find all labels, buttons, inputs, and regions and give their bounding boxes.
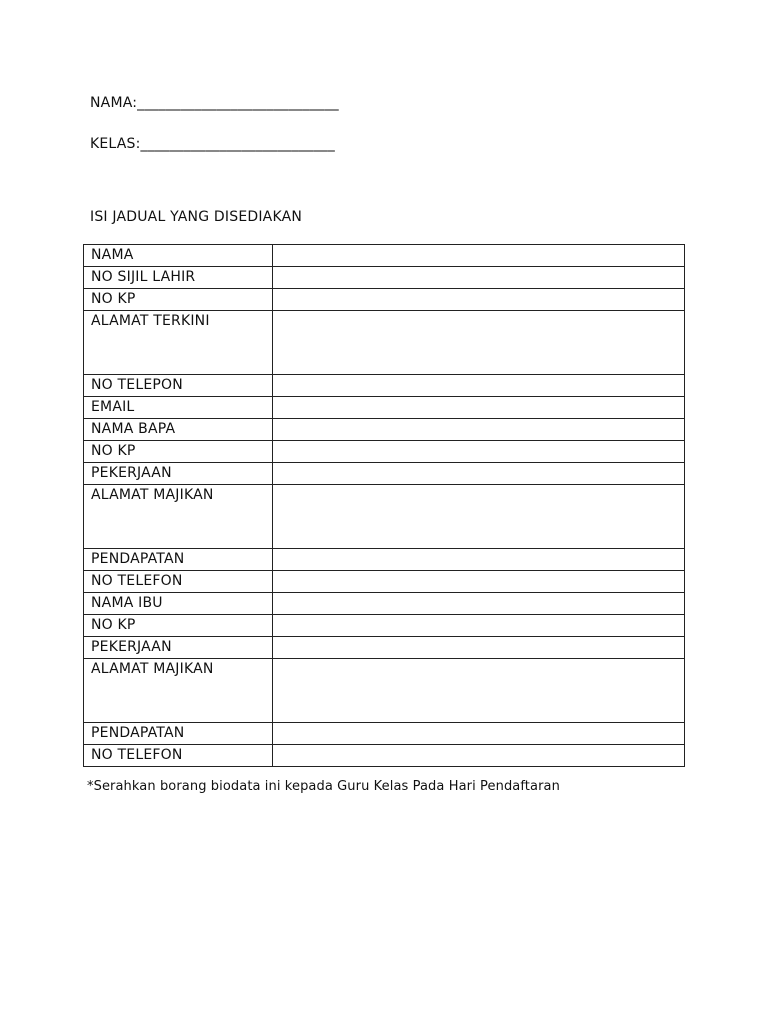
- row-value-field[interactable]: [273, 289, 685, 311]
- row-value-field[interactable]: [273, 659, 685, 723]
- table-row: [84, 637, 685, 659]
- row-label: PENDAPATAN: [84, 723, 273, 745]
- row-label: ALAMAT TERKINI: [84, 311, 273, 375]
- table-row: [84, 267, 685, 289]
- row-value-field[interactable]: [273, 463, 685, 485]
- row-label: NO TELEPON: [84, 375, 273, 397]
- row-value-field[interactable]: [273, 571, 685, 593]
- biodata-table-body: [84, 245, 685, 767]
- row-label: ALAMAT MAJIKAN: [84, 485, 273, 549]
- table-row: [84, 397, 685, 419]
- table-row: [84, 311, 685, 375]
- table-instruction: ISI JADUAL YANG DISEDIAKAN: [90, 209, 303, 225]
- row-value-field[interactable]: [273, 441, 685, 463]
- table-row: [84, 571, 685, 593]
- table-row: [84, 463, 685, 485]
- row-value-field[interactable]: [273, 637, 685, 659]
- biodata-table: [83, 244, 685, 767]
- row-label: EMAIL: [84, 397, 273, 419]
- row-value-field[interactable]: [273, 615, 685, 637]
- row-value-field[interactable]: [273, 375, 685, 397]
- row-value-field[interactable]: [273, 397, 685, 419]
- table-row: [84, 615, 685, 637]
- table-row: [84, 593, 685, 615]
- row-value-field[interactable]: [273, 245, 685, 267]
- row-label: NO KP: [84, 441, 273, 463]
- row-label: NO KP: [84, 289, 273, 311]
- row-label: NO TELEFON: [84, 745, 273, 767]
- row-label: NAMA BAPA: [84, 419, 273, 441]
- kelas-field-line: KELAS:___________________________: [90, 136, 335, 152]
- row-value-field[interactable]: [273, 419, 685, 441]
- row-label: PEKERJAAN: [84, 463, 273, 485]
- table-row: [84, 289, 685, 311]
- row-value-field[interactable]: [273, 745, 685, 767]
- table-row: [84, 245, 685, 267]
- table-row: [84, 723, 685, 745]
- nama-field-line: NAMA:____________________________: [90, 95, 339, 111]
- row-label: NAMA IBU: [84, 593, 273, 615]
- table-row: [84, 441, 685, 463]
- footnote: *Serahkan borang biodata ini kepada Guru Kelas Pada Hari Pendaftaran: [87, 779, 560, 794]
- row-label: NO KP: [84, 615, 273, 637]
- row-label: PENDAPATAN: [84, 549, 273, 571]
- row-value-field[interactable]: [273, 267, 685, 289]
- row-label: PEKERJAAN: [84, 637, 273, 659]
- table-row: [84, 745, 685, 767]
- row-value-field[interactable]: [273, 549, 685, 571]
- table-row: [84, 375, 685, 397]
- table-row: [84, 549, 685, 571]
- row-label: ALAMAT MAJIKAN: [84, 659, 273, 723]
- row-label: NO TELEFON: [84, 571, 273, 593]
- table-row: [84, 485, 685, 549]
- row-value-field[interactable]: [273, 311, 685, 375]
- row-value-field[interactable]: [273, 723, 685, 745]
- table-row: [84, 659, 685, 723]
- row-label: NO SIJIL LAHIR: [84, 267, 273, 289]
- row-label: NAMA: [84, 245, 273, 267]
- row-value-field[interactable]: [273, 593, 685, 615]
- row-value-field[interactable]: [273, 485, 685, 549]
- table-row: [84, 419, 685, 441]
